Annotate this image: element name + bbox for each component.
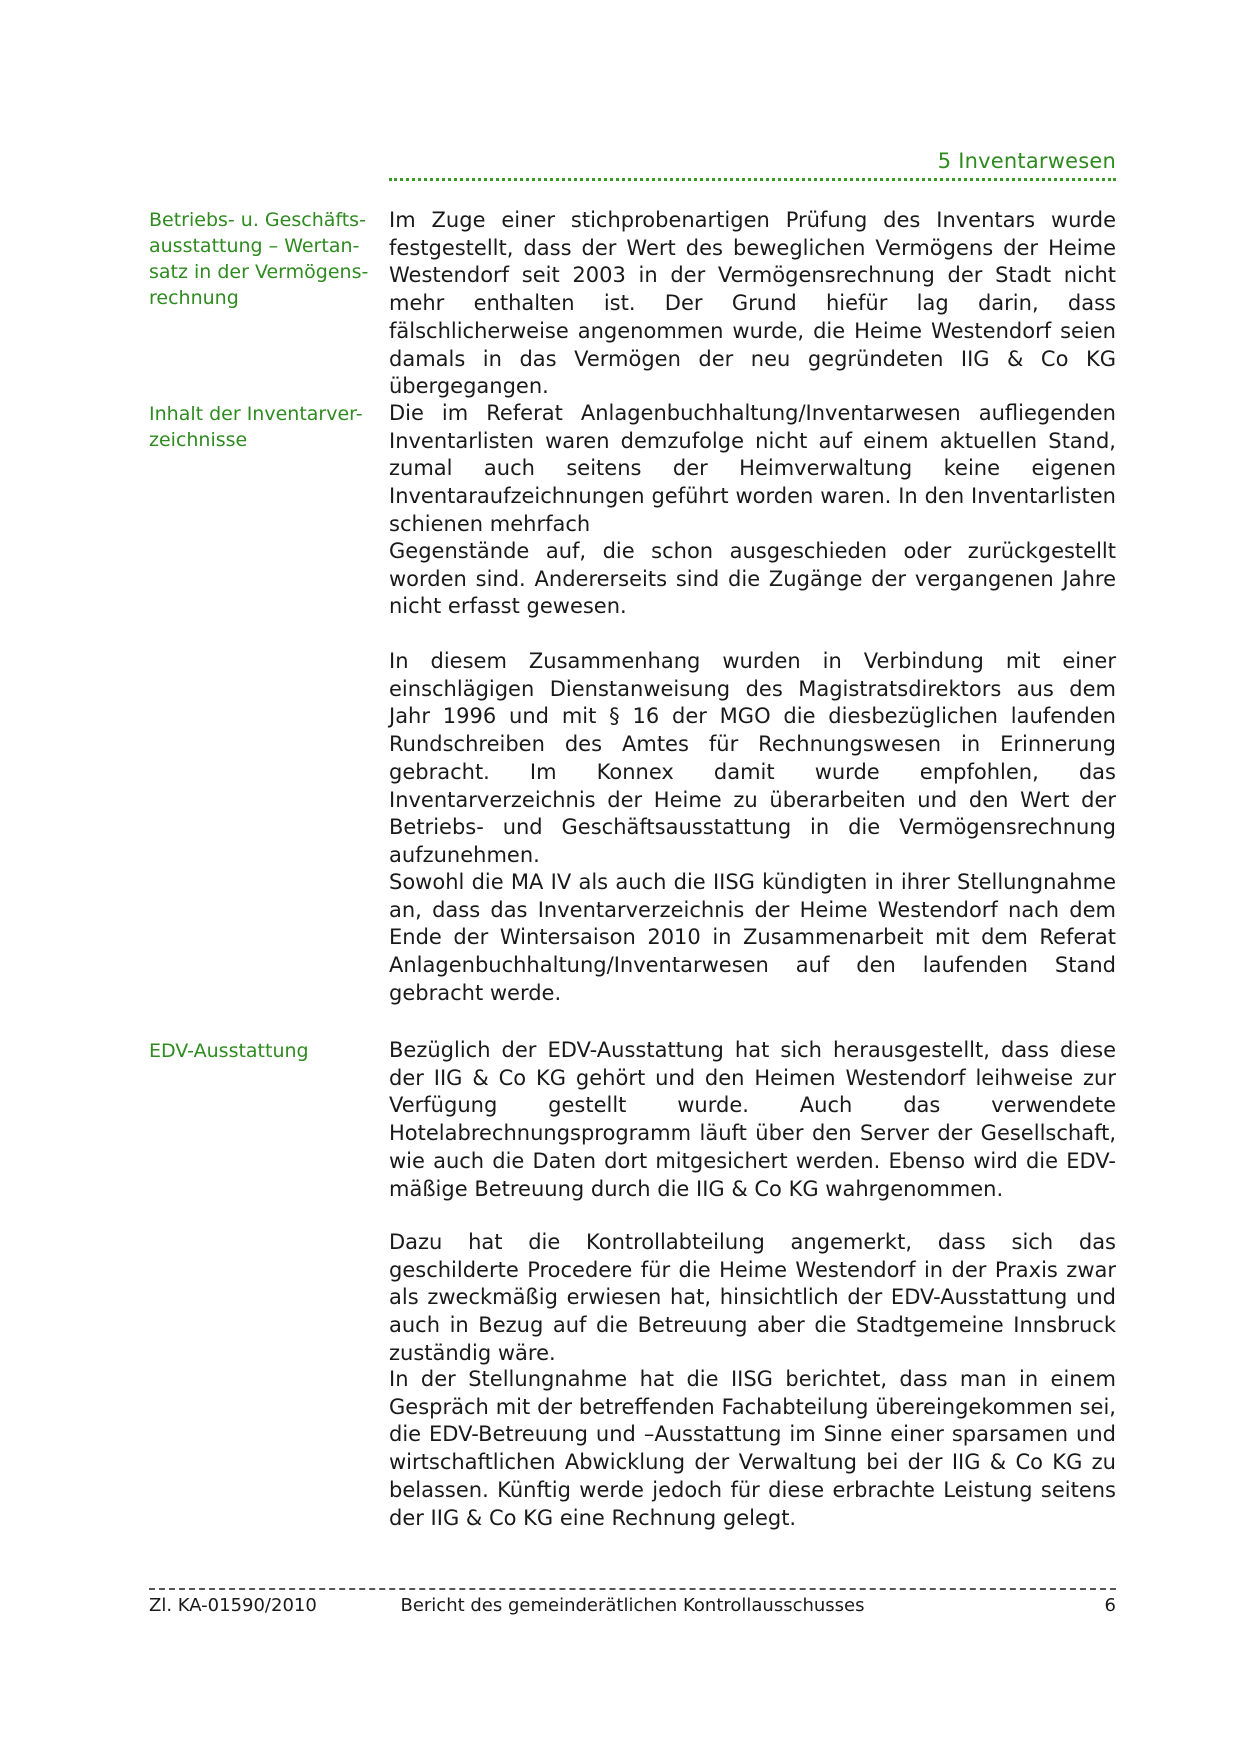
- margin-note-edv-ausstattung: EDV-Ausstattung: [149, 1040, 309, 1062]
- paragraph-1: Im Zuge einer stichprobenartigen Prüfung des Inventars wurde festgestellt, dass der Wert des beweglichen Vermögens der Heime Westendorf seit 2003 in der Vermögensrechnung der Stadt nicht mehr enthalten ist. Der Grund hiefür lag darin, dass fälschlicherweise angenommen wurde, die Heime Westendorf seien damals in das Vermögen der neu gegründeten IIG & Co KG übergegangen.: [389, 208, 1116, 399]
- chapter-heading: 5 Inventarwesen: [937, 149, 1116, 173]
- paragraph-7: Dazu hat die Kontrollabteilung angemerkt, dass sich das geschilderte Procedere für die Heime Westendorf in der Praxis zwar als zweckmäßig erwiesen hat, hinsichtlich der EDV-Ausstattung und auch in Bezug auf die Betreuung aber die Stadtgemeine Innsbruck zuständig wäre.: [389, 1230, 1116, 1365]
- margin-note-inventarverzeichnisse: Inhalt der Inventarver-zeichnisse: [149, 403, 363, 451]
- paragraph-3: Gegenstände auf, die schon ausgeschieden oder zurückgestellt worden sind. Andererseits sind die Zugänge der vergangenen Jahre nicht erfasst gewesen.: [389, 539, 1116, 619]
- footer-dashed-rule: [149, 1588, 1116, 1590]
- page-number: 6: [1104, 1595, 1116, 1616]
- footer-reference: Zl. KA-01590/2010: [149, 1595, 317, 1616]
- paragraph-5: Sowohl die MA IV als auch die IISG kündigten in ihrer Stellungnahme an, dass das Inventarverzeichnis der Heime Westendorf nach dem Ende der Wintersaison 2010 in Zusammenarbeit mit dem Referat Anlagenbuchhaltung/Inventarwesen auf den laufenden Stand gebracht werde.: [389, 870, 1116, 1005]
- paragraph-2: Die im Referat Anlagenbuchhaltung/Inventarwesen aufliegenden Inventarlisten waren demzufolge nicht auf einem aktuellen Stand, zumal auch seitens der Heimverwaltung keine eigenen Inventaraufzeichnungen geführt worden waren. In den Inventarlisten schienen mehrfach: [389, 401, 1116, 536]
- paragraph-6: Bezüglich der EDV-Ausstattung hat sich herausgestellt, dass diese der IIG & Co KG gehört und den Heimen Westendorf leihweise zur Verfügung gestellt wurde. Auch das verwendete Hotelabrechnungsprogramm läuft über den Server der Gesellschaft, wie auch die Daten dort mitgesichert werden. Ebenso wird die EDV-mäßige Betreuung durch die IIG & Co KG wahrgenommen.: [389, 1038, 1116, 1201]
- paragraph-8: In der Stellungnahme hat die IISG berichtet, dass man in einem Gespräch mit der betreffenden Fachabteilung übereingekommen sei, die EDV-Betreuung und –Ausstattung im Sinne einer sparsamen und wirtschaftlichen Abwicklung der Verwaltung bei der IIG & Co KG zu belassen. Künftig werde jedoch für diese erbrachte Leistung seitens der IIG & Co KG eine Rechnung gelegt.: [389, 1367, 1116, 1530]
- footer-report-title: Bericht des gemeinderätlichen Kontrollausschusses: [400, 1595, 865, 1616]
- paragraph-4: In diesem Zusammenhang wurden in Verbindung mit einer einschlägigen Dienstanweisung des Magistratsdirektors aus dem Jahr 1996 und mit § 16 der MGO die diesbezüglichen laufenden Rundschreiben des Amtes für Rechnungswesen in Erinnerung gebracht. Im Konnex damit wurde empfohlen, das Inventarverzeichnis der Heime zu überarbeiten und den Wert der Betriebs- und Geschäftsausstattung in die Vermögensrechnung aufzunehmen.: [389, 649, 1116, 867]
- header-dotted-rule: [389, 178, 1116, 181]
- margin-note-wertansatz: Betriebs- u. Geschäfts-ausstattung – Wertan-satz in der Vermögens-rechnung: [149, 209, 369, 309]
